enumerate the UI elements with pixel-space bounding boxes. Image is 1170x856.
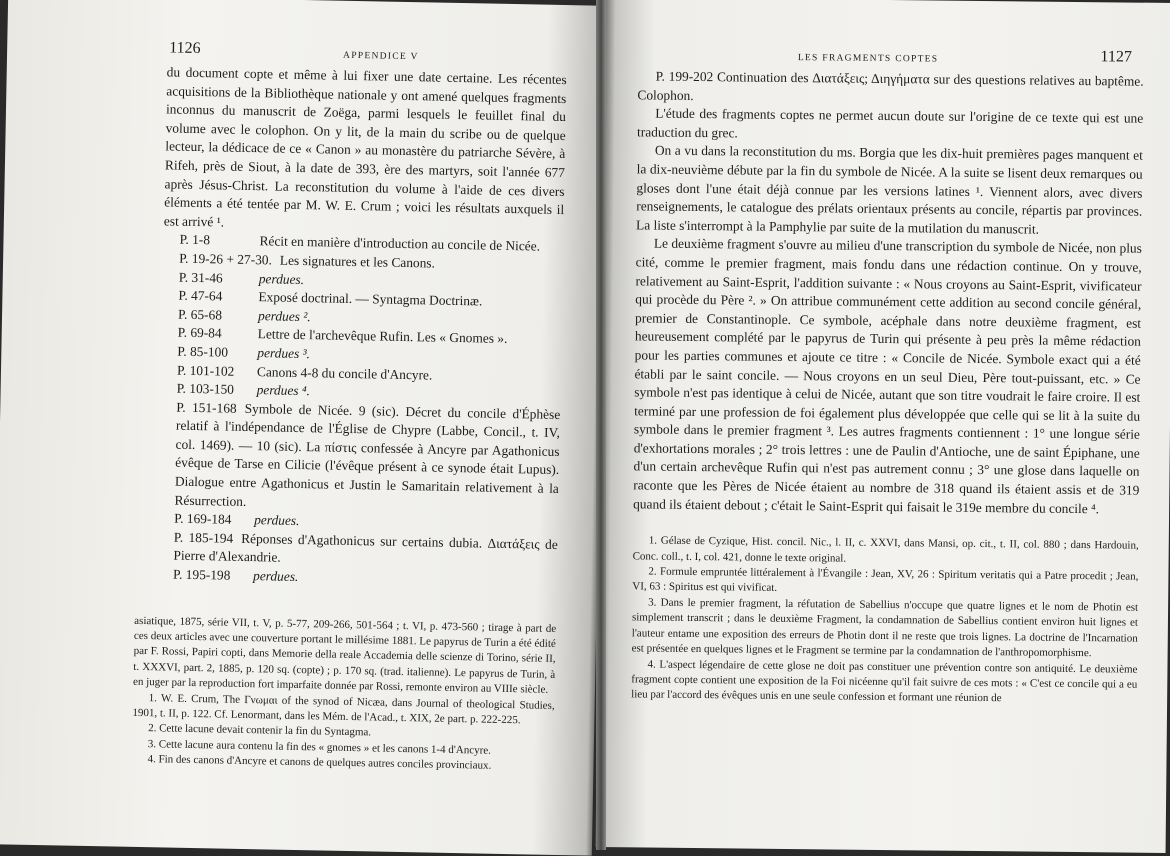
contents-text: perdues ². xyxy=(257,307,311,324)
footnote: 3. Dans le premier fragment, la réfutation de Sabellius n'occupe que quatre lignes et le nom de Photin est simplement transcrit ; dans le deuxième Fragment, la condamnation de Sabellius contient environ huit lignes et l'auteur entame une exposition des erreurs de Photin dont il ne reste que trois lignes. La doctrine de l'Incarnation est présentée en quelques lignes et le Fragment se termine par la condamnation de l'anthropomorphisme. xyxy=(631,596,1139,660)
contents-text: Lettre de l'archevêque Rufin. Les « Gnomes ». xyxy=(257,326,508,347)
running-head: APPENDICE V xyxy=(343,50,419,63)
footnote: 1. Gélase de Cyzique, Hist. concil. Nic., l. II, c. XXVI, dans Mansi, op. cit., t. II, col. 880 ; dans Hardouin, Conc. coll., t. I, col. 421, donne le texte original. xyxy=(632,534,1139,565)
contents-text: perdues. xyxy=(258,270,305,287)
contents-text: Récit en manière d'introduction au concile de Nicée. xyxy=(259,233,541,254)
footnote-continuation: asiatique, 1875, série VII, t. V, p. 5-77, 209-266, 501-564 ; t. VI, p. 473-560 ; tirage à part de ces deux articles avec une couverture portant le millésime 1881. Le papyrus de Turin a été édité par F. Rossi, Papiri copti, dans Memorie della reale Accademia delle scienze di Torino, série II, t. XXXVI, part. 2, 1885, p. 120 sq. (copte) ; p. 170 sq. (trad. italienne). Le papyrus de Turin, à en juger par la reproduction fort imparfaite donnée par Rossi, remonte environ au VIIIe siècle. xyxy=(132,614,557,697)
body-paragraph: Le deuxième fragment s'ouvre au milieu d'une transcription du symbole de Nicée, non plus cité, comme le premier fragment, mais fondu dans une rédaction continue. On y trouve, relativement au Saint-Esprit, l'addition suivante : « Nous croyons au Saint-Esprit, vivificateur qui procède du Père ². » On attribue communément cette addition au second concile général, premier de Constantinople. Ce symbole, acéphale dans notre deuxième fragment, est heureusement complété par le papyrus de Turin qui présente à peu près la même rédaction pour les parties communes et ajoute ce titre : « Concile de Nicée. Symbole exact qui a été établi par le saint concile. — Nous croyons en un seul Dieu, Père tout-puissant, etc. » Ce symbole n'est pas identique à celui de Nicée, autant que son titre voudrait le faire croire. Il est terminé par une profession de foi également plus développée que celle qui se lit à la suite du symbole dans le premier fragment ³. Les autres fragments contiennent : 1° une longue série d'exhortations morales ; 2° trois lettres : une de Paulin d'Antioche, une de saint Épiphane, une d'un certain archevêque Rufin qui n'est pas autrement connu ; 3° une glose dans laquelle on raconte que les Pères de Nicée étaient au nombre de 318 quand ils étaient assis et de 319 quand ils étaient debout ; c'était le Saint-Esprit qui faisait le 319e membre du concile ⁴. xyxy=(633,235,1142,516)
running-head: LES FRAGMENTS COPTES xyxy=(797,53,939,65)
left-body xyxy=(157,63,567,591)
footnote: 4. Fin des canons d'Ancyre et canons de quelques autres conciles provinciaux. xyxy=(147,753,492,773)
right-body xyxy=(633,67,1144,519)
contents-pages: P. 1-8 xyxy=(179,231,211,248)
contents-pages: P. 169-184 xyxy=(174,510,232,527)
page-number: 1127 xyxy=(1100,48,1132,66)
right-page xyxy=(596,0,1170,853)
left-footnotes xyxy=(131,613,556,775)
body-paragraph: On a vu dans la reconstitution du ms. Borgia que les dix-huit premières pages manquent et la dix-neuvième débute par la fin du symbole de Nicée. A la suite se lisent deux remarques ou gloses dont l'une était déjà connue par les versions latines ¹. Viennent alors, avec divers renseignements, le catalogue des prélats orientaux présents au concile, répartis par provinces. La liste s'interrompt à la Pamphylie par suite de la mutilation du manuscrit. xyxy=(636,142,1143,237)
footnote: 2. Cette lacune devait contenir la fin du Syntagma. xyxy=(148,722,372,739)
contents-pages: P. 69-84 xyxy=(177,324,222,341)
contents-pages: P. 151-168 xyxy=(176,399,237,416)
contents-pages: P. 195-198 xyxy=(172,566,231,583)
contents-text: Réponses d'Agathonicus sur certains dubia. Διατάξεις de Pierre d'Alexandrie. xyxy=(173,530,558,566)
footnote: 3. Cette lacune aura contenu la fin des « gnomes » et les canons 1-4 d'Ancyre. xyxy=(147,738,492,757)
contents-text: Canons 4-8 du concile d'Ancyre. xyxy=(256,363,433,383)
contents-pages: P. 101-102 xyxy=(176,362,235,379)
book-gutter xyxy=(596,0,606,850)
contents-pages: P. 65-68 xyxy=(177,306,223,323)
contents-text: Exposé doctrinal. — Syntagma Doctrinæ. xyxy=(258,289,483,309)
contents-text: perdues ³. xyxy=(257,345,311,362)
footnote: 4. L'aspect légendaire de cette glose ne doit pas constituer une prévention contre son antiquité. Le deuxième fragment copte contient une exposition de la Foi nicéenne qu'il fait suivre de ces mots : « C'est ce concile qui a eu lieu par l'accord des évêques unis en une seule confession et formant une réunion de xyxy=(631,658,1138,705)
footnote: 2. Formule empruntée littéralement à l'Évangile : Jean, XV, 26 : Spiritum veritatis qui a Patre procedit ; Jean, VI, 63 : Spiritus est qui vivificat. xyxy=(632,565,1139,595)
contents-pages: P. 31-46 xyxy=(178,269,223,286)
contents-text: Les signatures et les Canons. xyxy=(279,252,436,271)
contents-item xyxy=(158,398,560,517)
footnote: 1. W. E. Crum, The Γνωμαι of the synod of Nicæa, dans Journal of theological Studies, 1901, t. II, p. 122. Cf. Lenormant, dans les Mém. de l'Acad., t. XIX, 2e part. p. 222-225. xyxy=(132,691,555,727)
body-paragraph: L'étude des fragments coptes ne permet aucun doute sur l'origine de ce texte qui est une traduction du grec. xyxy=(636,105,1144,141)
contents-text: perdues. xyxy=(252,568,299,585)
right-footnotes xyxy=(631,534,1139,709)
intro-paragraph: du document copte et même à lui fixer une date certaine. Les récentes acquisitions de la Bibliothèque nationale y ont amené quelques fragments inconnus du manuscrit de Zoëga, parmi lesquels le feuillet final du volume avec le colophon. On y lit, de la main du scribe ou de quelque lecteur, la dédicace de ce « Canon » au monastère du patriarche Sévère, à Rifeh, près de Siout, à la date de 393, ère des martyrs, soit l'année 677 après Jésus-Christ. La reconstitution du volume à l'aide de ces divers éléments a été tentée par M. W. E. Crum ; voici les résultats auxquels il est arrivé ¹. xyxy=(163,64,567,230)
page-number: 1126 xyxy=(169,39,201,58)
contents-text: Symbole de Nicée. 9 (sic). Décret du concile d'Éphèse relatif à l'indépendance de l'Église de Chypre (Labbe, Concil., t. IV, col. 1469). — 10 (sic). La πίστις confessée à Ancyre par Agathonicus évêque de Tarse en Cilicie (l'évêque présent à ce synode était Lupus). Dialogue entre Agathonicus et Justin le Samaritain relativement à la Résurrection. xyxy=(174,400,561,509)
right-page-header xyxy=(638,37,1144,72)
contents-pages: P. 19-26 + 27-30. xyxy=(179,250,273,268)
contents-list xyxy=(157,231,564,592)
body-paragraph: P. 199-202 Continuation des Διατάξεις; Διηγήματα sur des questions relatives au baptême. Colophon. xyxy=(637,68,1144,103)
contents-pages: P. 185-194 xyxy=(173,529,234,546)
contents-pages: P. 85-100 xyxy=(177,343,229,360)
contents-pages: P. 103-150 xyxy=(176,380,235,397)
contents-text: perdues ⁴. xyxy=(256,382,311,399)
contents-text: perdues. xyxy=(254,512,300,529)
contents-pages: P. 47-64 xyxy=(178,287,223,304)
